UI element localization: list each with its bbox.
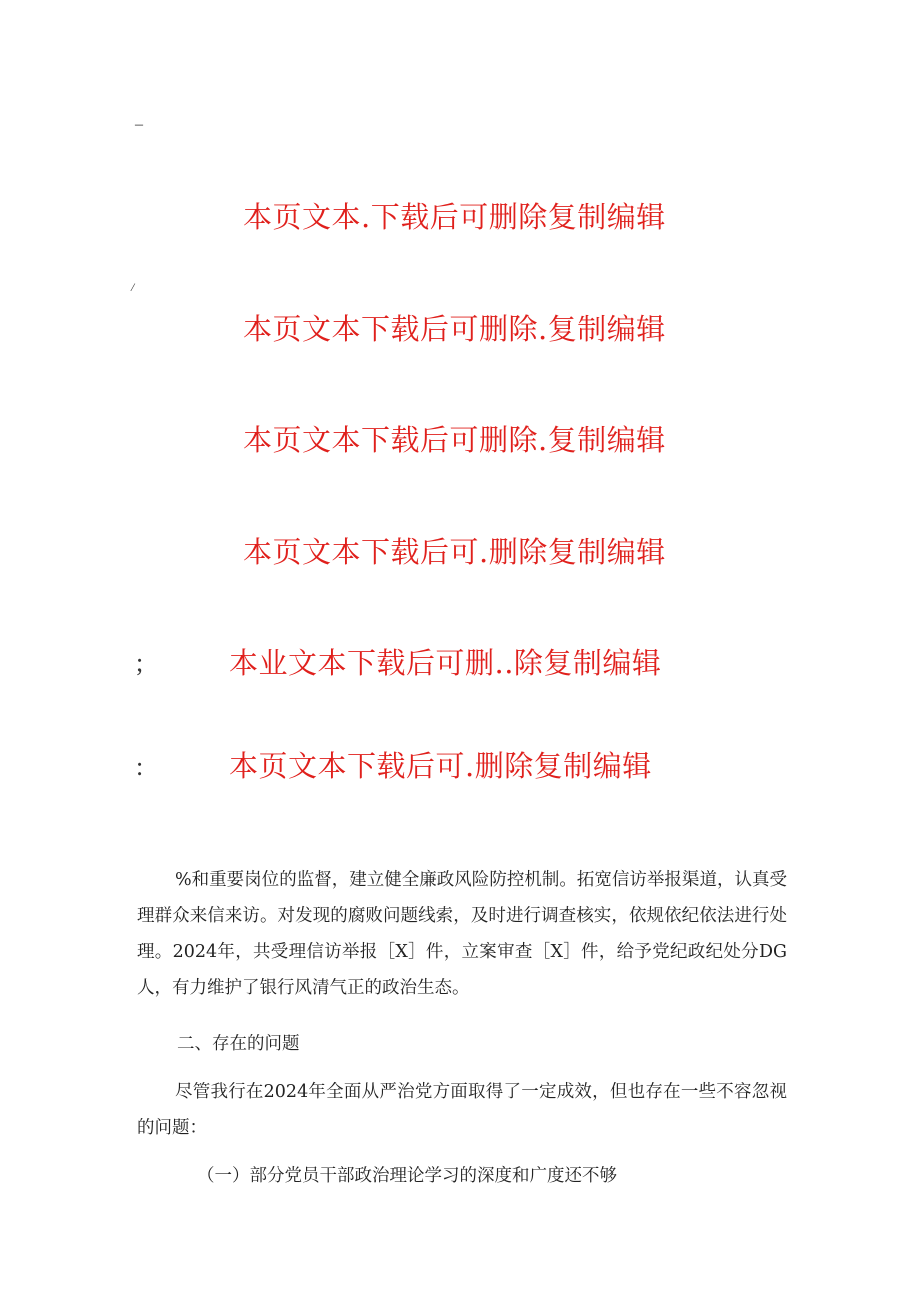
stray-semicolon-mark: ; <box>136 648 144 677</box>
watermark-line-4: 本页文本下载后可.删除复制编辑 <box>243 535 666 569</box>
watermark-line-6: 本页文本下载后可.删除复制编辑 <box>229 749 652 783</box>
watermark-line-3: 本页文本下载后可删除.复制编辑 <box>243 423 666 457</box>
stray-slash-mark: / <box>131 280 135 294</box>
body-paragraph-problems-intro: 尽管我行在2024年全面从严治党方面取得了一定成效，但也存在一些不容忽视的问题： <box>137 1082 787 1138</box>
stray-dash-mark: – <box>135 116 143 133</box>
subheading-problem-1: （一）部分党员干部政治理论学习的深度和广度还不够 <box>197 1166 617 1186</box>
section-heading-problems: 二、存在的问题 <box>177 1034 300 1054</box>
watermark-line-1: 本页文本.下载后可删除复制编辑 <box>243 200 666 234</box>
watermark-line-2: 本页文本下载后可删除.复制编辑 <box>243 312 666 346</box>
stray-colon-mark: : <box>136 752 144 781</box>
watermark-line-5: 本业文本下载后可删..除复制编辑 <box>229 646 662 680</box>
body-paragraph-supervision: %和重要岗位的监督，建立健全廉政风险防控机制。拓宽信访举报渠道，认真受理群众来信来访。对发现的腐败问题线索，及时进行调查核实，依规依纪依法进行处理。2024年，共受理信访举报［X］件，立案审查［X］件，给予党纪政纪处分DG人，有力维护了银行风清气正的政治生态。 <box>137 870 787 998</box>
